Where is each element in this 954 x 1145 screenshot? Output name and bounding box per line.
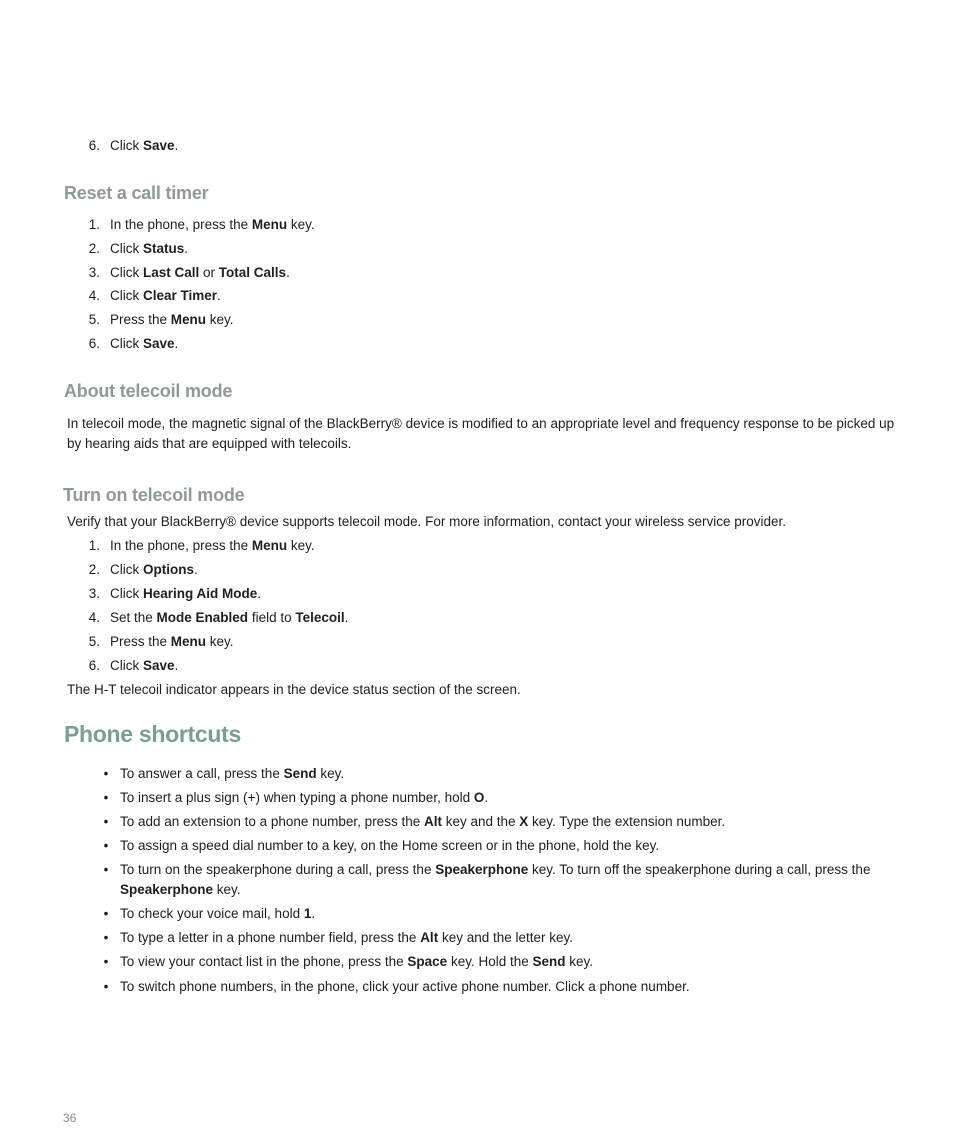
text-run: Click xyxy=(110,562,143,577)
text-run: . xyxy=(174,138,179,153)
text-run: Click xyxy=(110,288,143,304)
text-run: Set the xyxy=(110,610,157,625)
text-run: Click xyxy=(110,658,143,673)
bold-term: 1 xyxy=(303,906,312,921)
step-number: 3. xyxy=(88,264,100,280)
text-run: key. Type the extension number. xyxy=(528,814,726,829)
bold-term: X xyxy=(519,814,529,829)
text-run: key. Hold the xyxy=(447,954,533,969)
page-number: 36 xyxy=(63,1111,77,1125)
bullet-glyph: • xyxy=(103,838,109,853)
shortcut-item xyxy=(120,953,593,971)
text-run: key. xyxy=(565,954,594,969)
step-number: 1. xyxy=(88,217,100,232)
text-run: To turn on the speakerphone during a call, press the xyxy=(120,862,436,877)
text-run: key. xyxy=(213,882,241,897)
bold-term: Last Call xyxy=(143,264,200,280)
text-run: Click xyxy=(110,240,143,256)
bold-term: Options xyxy=(143,562,194,577)
bold-term: Space xyxy=(407,954,448,969)
text-run: . xyxy=(484,790,489,805)
bold-term: Send xyxy=(532,954,566,969)
bullet-glyph: • xyxy=(103,814,109,829)
text-run: . xyxy=(344,610,349,625)
reset-call-timer-heading: Reset a call timer xyxy=(64,183,209,203)
text-run: key. xyxy=(287,538,315,553)
text-run: key. To turn off the speakerphone during a call, press the xyxy=(528,862,871,877)
turn-on-telecoil-outro: The H-T telecoil indicator appears in the device status section of the screen. xyxy=(67,682,521,697)
step-text xyxy=(110,335,178,353)
text-run: . xyxy=(257,586,262,601)
step-text xyxy=(110,264,290,282)
shortcut-item xyxy=(120,978,690,996)
text-run: or xyxy=(199,264,219,280)
text-run: . xyxy=(217,288,221,304)
step-number: 4. xyxy=(88,288,100,304)
text-run: field to xyxy=(248,610,296,625)
phone-shortcuts-title: Phone shortcuts xyxy=(64,721,241,747)
text-run: Press the xyxy=(110,312,171,328)
bold-term: Save xyxy=(143,336,175,351)
step-number: 5. xyxy=(88,634,100,649)
bold-term: Telecoil xyxy=(295,610,345,625)
step-text xyxy=(110,287,221,305)
text-run: Press the xyxy=(110,634,171,649)
text-run: . xyxy=(184,240,189,256)
text-run: key and the letter key. xyxy=(438,930,574,945)
step-text xyxy=(110,240,188,258)
text-run: To view your contact list in the phone, press the xyxy=(120,954,408,969)
text-run: Click xyxy=(110,336,143,351)
bold-term: Hearing Aid Mode xyxy=(143,586,258,601)
text-run: key. xyxy=(287,217,315,232)
step-text xyxy=(110,561,198,579)
bold-term: Total Calls xyxy=(218,264,287,280)
shortcut-item xyxy=(120,905,315,923)
bold-term: Mode Enabled xyxy=(156,610,249,625)
bullet-glyph: • xyxy=(103,930,109,945)
text-run: To insert a plus sign (+) when typing a phone number, hold xyxy=(120,790,474,805)
text-run: Click xyxy=(110,264,143,280)
step-text xyxy=(110,657,178,675)
bold-term: Send xyxy=(283,766,317,781)
step-text xyxy=(110,633,234,651)
text-run: . xyxy=(311,906,316,921)
bold-term: Alt xyxy=(423,814,442,829)
bullet-glyph: • xyxy=(103,862,109,877)
bold-term: O xyxy=(473,790,485,805)
step-text xyxy=(110,609,348,627)
text-run: key. xyxy=(316,766,345,781)
text-run: . xyxy=(194,562,198,577)
bold-term: Speakerphone xyxy=(120,882,214,897)
bullet-glyph: • xyxy=(103,790,109,805)
step-text xyxy=(110,137,178,155)
text-run: To switch phone numbers, in the phone, click your active phone number. Click a phone number. xyxy=(120,979,690,994)
bold-term: Alt xyxy=(420,930,439,945)
turn-on-telecoil-heading: Turn on telecoil mode xyxy=(63,485,245,505)
step-text xyxy=(110,216,315,234)
step-number: 2. xyxy=(88,240,100,256)
text-run: To assign a speed dial number to a key, on the Home screen or in the phone, hold the key. xyxy=(120,838,660,853)
shortcut-item xyxy=(120,861,870,879)
about-telecoil-heading: About telecoil mode xyxy=(64,381,233,401)
step-number: 6. xyxy=(88,336,100,351)
step-number: 6. xyxy=(88,658,100,673)
text-run: key and the xyxy=(441,814,520,829)
step-number: 6. xyxy=(88,138,100,153)
text-run: . xyxy=(174,336,179,351)
bullet-glyph: • xyxy=(103,954,109,969)
text-run: In the phone, press the xyxy=(110,217,252,232)
text-run: key. xyxy=(206,312,234,328)
text-run: key. xyxy=(206,634,234,649)
step-text xyxy=(110,585,261,603)
shortcut-item xyxy=(120,837,659,855)
step-number: 2. xyxy=(88,562,100,577)
shortcut-item xyxy=(120,765,344,783)
about-telecoil-paragraph: In telecoil mode, the magnetic signal of the BlackBerry® device is modified to an appropriate level and frequency response to be picked up by hearing aids that are equipped with telecoils. xyxy=(67,416,895,451)
bold-term: Menu xyxy=(251,538,288,553)
text-run: To add an extension to a phone number, press the xyxy=(120,814,424,829)
text-run: Click xyxy=(110,586,143,601)
shortcut-item xyxy=(120,929,573,947)
bold-term: Save xyxy=(143,658,175,673)
shortcut-item xyxy=(120,813,725,831)
step-number: 3. xyxy=(88,586,100,601)
text-run: . xyxy=(174,658,179,673)
bullet-glyph: • xyxy=(103,979,109,994)
text-run: To answer a call, press the xyxy=(120,766,284,781)
step-number: 1. xyxy=(88,538,100,553)
text-run: Click xyxy=(110,138,143,153)
bold-term: Speakerphone xyxy=(435,862,529,877)
text-run: To type a letter in a phone number field, press the xyxy=(120,930,421,945)
bold-term: Clear Timer xyxy=(143,288,218,304)
turn-on-telecoil-intro: Verify that your BlackBerry® device supports telecoil mode. For more information, contact your wireless service provider. xyxy=(67,514,786,529)
text-run: . xyxy=(286,264,290,280)
bold-term: Save xyxy=(143,138,175,153)
bold-term: Menu xyxy=(170,312,207,328)
text-run: To check your voice mail, hold xyxy=(120,906,304,921)
step-number: 5. xyxy=(88,312,100,328)
shortcut-item xyxy=(120,881,241,899)
step-text xyxy=(110,311,234,329)
shortcut-item xyxy=(120,789,488,807)
bullet-glyph: • xyxy=(103,766,109,781)
bold-term: Menu xyxy=(170,634,207,649)
step-number: 4. xyxy=(88,610,100,625)
bullet-glyph: • xyxy=(103,906,109,921)
text-run: In the phone, press the xyxy=(110,538,252,553)
bold-term: Menu xyxy=(251,217,288,232)
step-text xyxy=(110,537,315,555)
bold-term: Status xyxy=(143,240,185,256)
